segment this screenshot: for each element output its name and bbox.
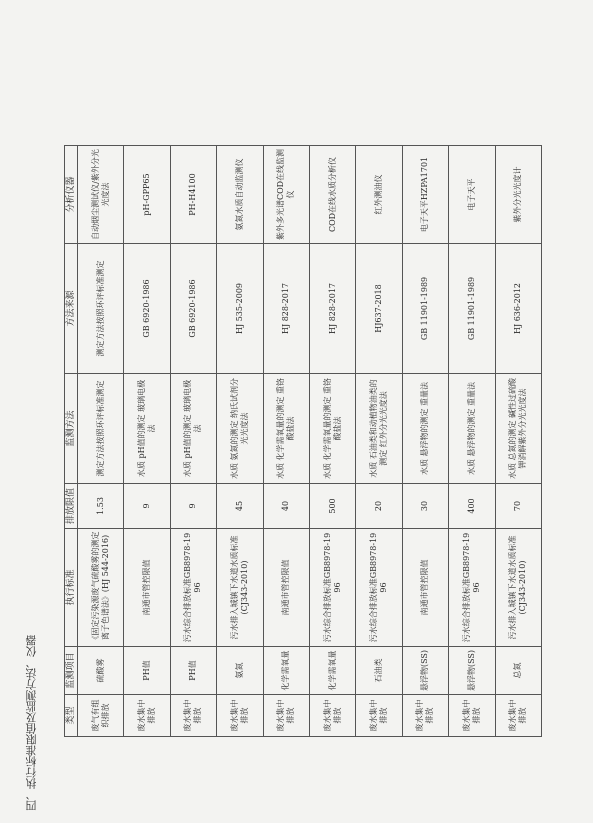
table-cell: 水质 悬浮物的测定 重量法 [402, 374, 448, 484]
table-cell: 水质 氨氮的测定 纳氏试剂分光光度法 [217, 374, 263, 484]
table-cell: 30 [402, 484, 448, 529]
table-row [263, 146, 309, 737]
table-cell: 废水集中排放 [217, 695, 263, 737]
table-cell: PH-H4100 [170, 146, 216, 244]
table-cell: 电子天平HZPA1701 [402, 146, 448, 244]
table-cell: 废水集中排放 [170, 695, 216, 737]
table-header-row [65, 146, 78, 737]
table-cell: 测定方法按照环评标准测定 [78, 244, 124, 374]
column-header: 排放限值 [65, 484, 78, 529]
table-cell: HJ 828-2017 [309, 244, 355, 374]
table-cell: 40 [263, 484, 309, 529]
table-cell: 废气有组织排放 [78, 695, 124, 737]
table-cell: 9 [170, 484, 216, 529]
table-row [402, 146, 448, 737]
table-cell: 悬浮物(SS) [402, 647, 448, 695]
table-cell: 紫外多光谱COD在线监测仪 [263, 146, 309, 244]
table-cell: 水质 石油类和动植物油类的测定 红外分光光度法 [356, 374, 402, 484]
table-cell: 废水集中排放 [356, 695, 402, 737]
table-cell: HJ 636-2012 [495, 244, 541, 374]
table-row [217, 146, 263, 737]
table-cell: 污水排入城镇下水道水质标准(CJ343-2010) [495, 529, 541, 647]
column-header: 监测方法 [65, 374, 78, 484]
table-cell: 南通市管控限值 [263, 529, 309, 647]
table-cell: 《固定污染源废气硫酸雾的测定 离子色谱法》(HJ 544-2016) [78, 529, 124, 647]
table-cell: 9 [124, 484, 170, 529]
table-cell: 污水综合排放标准GB8978-1996 [356, 529, 402, 647]
table-cell: GB 11901-1989 [449, 244, 495, 374]
table-cell: 氨氮水质自动监测仪 [217, 146, 263, 244]
table-cell: COD在线水质分析仪 [309, 146, 355, 244]
column-header: 分析仪器 [65, 146, 78, 244]
table-cell: 水质 pH值的测定 玻璃电极法 [170, 374, 216, 484]
table-container [64, 146, 542, 737]
table-cell: pH-GPP65 [124, 146, 170, 244]
table-cell: 400 [449, 484, 495, 529]
table-cell: 硫酸雾 [78, 647, 124, 695]
table-cell: GB 6920-1986 [124, 244, 170, 374]
table-cell: 水质 化学需氧量的测定 重铬酸盐法 [263, 374, 309, 484]
standards-table [64, 145, 542, 737]
section-heading: 四、执行标准限值及监测方法、仪器 [25, 635, 38, 811]
table-cell: 化学需氧量 [309, 647, 355, 695]
table-cell: 自动烟尘测试仪/紫外分光光度法 [78, 146, 124, 244]
table-cell: 化学需氧量 [263, 647, 309, 695]
table-cell: 南通市管控限值 [402, 529, 448, 647]
table-cell: 水质 化学需氧量的测定 重铬酸盐法 [309, 374, 355, 484]
table-row [449, 146, 495, 737]
table-cell: 废水集中排放 [124, 695, 170, 737]
table-cell: 测定方法按照环评标准测定 [78, 374, 124, 484]
table-row [309, 146, 355, 737]
table-cell: 南通市管控限值 [124, 529, 170, 647]
table-cell: 悬浮物(SS) [449, 647, 495, 695]
column-header: 执行标准 [65, 529, 78, 647]
table-cell: 石油类 [356, 647, 402, 695]
table-cell: 水质 总氮的测定 碱性过硫酸钾消解紫外分光光度法 [495, 374, 541, 484]
table-cell: PH值 [124, 647, 170, 695]
table-row [170, 146, 216, 737]
column-header: 类型 [65, 695, 78, 737]
table-cell: 废水集中排放 [263, 695, 309, 737]
table-cell: HJ 535-2009 [217, 244, 263, 374]
table-cell: 70 [495, 484, 541, 529]
table-cell: GB 6920-1986 [170, 244, 216, 374]
table-row [78, 146, 124, 737]
table-cell: 电子天平 [449, 146, 495, 244]
table-cell: 20 [356, 484, 402, 529]
table-row [356, 146, 402, 737]
table-cell: 污水综合排放标准GB8978-1996 [309, 529, 355, 647]
table-cell: 水质 悬浮物的测定 重量法 [449, 374, 495, 484]
column-header: 监测项目 [65, 647, 78, 695]
table-cell: 废水集中排放 [402, 695, 448, 737]
table-cell: 污水综合排放标准GB8978-1996 [170, 529, 216, 647]
table-cell: PH值 [170, 647, 216, 695]
table-cell: 1.53 [78, 484, 124, 529]
column-header: 方法来源 [65, 244, 78, 374]
table-row [495, 146, 541, 737]
table-cell: 污水综合排放标准GB8978-1996 [449, 529, 495, 647]
table-cell: 氨氮 [217, 647, 263, 695]
table-cell: 45 [217, 484, 263, 529]
table-cell: 废水集中排放 [309, 695, 355, 737]
table-cell: HJ637-2018 [356, 244, 402, 374]
table-cell: 紫外分光光度计 [495, 146, 541, 244]
table-cell: HJ 828-2017 [263, 244, 309, 374]
table-cell: GB 11901-1989 [402, 244, 448, 374]
table-cell: 水质 pH值的测定 玻璃电极法 [124, 374, 170, 484]
table-cell: 废水集中排放 [449, 695, 495, 737]
table-cell: 污水排入城镇下水道水质标准(CJ343-2010) [217, 529, 263, 647]
table-cell: 总氮 [495, 647, 541, 695]
table-cell: 废水集中排放 [495, 695, 541, 737]
table-cell: 红外测油仪 [356, 146, 402, 244]
table-cell: 500 [309, 484, 355, 529]
table-row [124, 146, 170, 737]
